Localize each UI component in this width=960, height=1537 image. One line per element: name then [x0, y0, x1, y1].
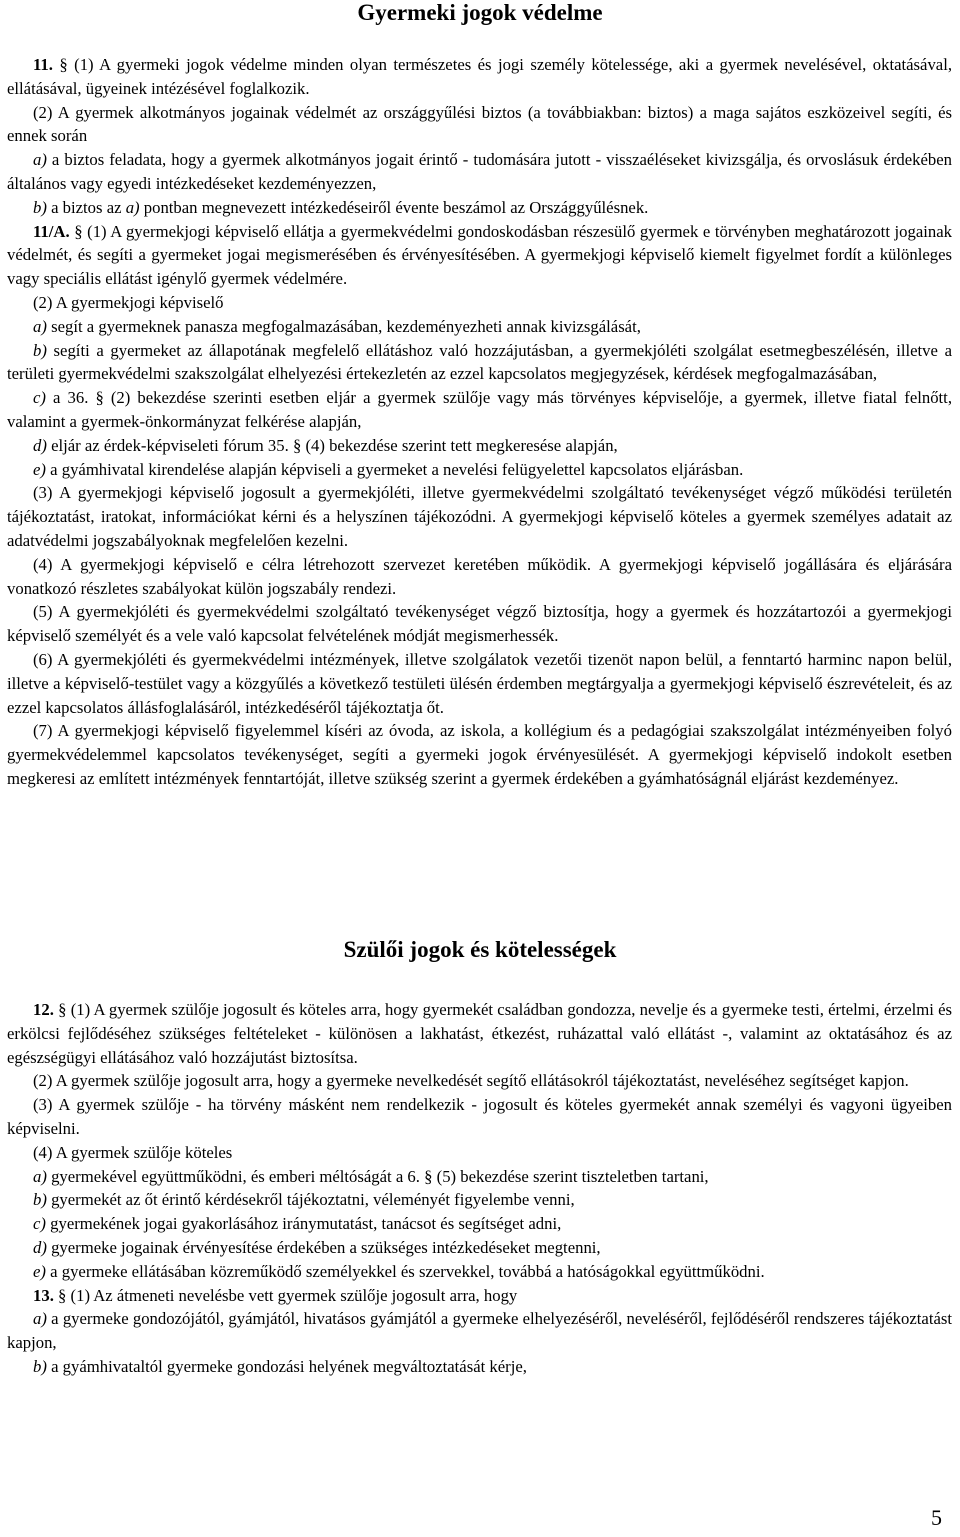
article-11a-paragraph-1: 11/A. § (1) A gyermekjogi képviselő ellátja a gyermekvédelmi gondoskodásban részesülő gyermek e törvényben meghatározott jogainak védelmét, és segíti a gyermeket jogai megismerésében és érvényesítésében. A gyermekjogi képviselő kiemelt figyelmet fordít a különleges vagy speciális ellátást igénylő gyermek védelmére. — [7, 221, 952, 289]
article-12-point-b: b) gyermekét az őt érintő kérdésekről tájékoztatni, véleményét figyelembe venni, — [33, 1190, 575, 1210]
article-12-point-a: a) gyermekével együttműködni, és emberi méltóságát a 6. § (5) bekezdése szerint tiszteletben tartani, — [33, 1166, 709, 1186]
article-11a-paragraph-5: (5) A gyermekjóléti és gyermekvédelmi szolgáltató tevékenységet végző biztosítja, hogy a gyermek és hozzátartozói a gyermekjogi képviselő személyét és a vele való kapcsolat felvételének módját megismerhessék. — [7, 602, 952, 646]
article-11a-point-d: d) eljár az érdek-képviseleti fórum 35. § (4) bekezdése szerint tett megkeresése alapján, — [33, 435, 618, 455]
article-11a-paragraph-7: (7) A gyermekjogi képviselő figyelemmel kíséri az óvoda, az iskola, a kollégium és a pedagógiai szakszolgálat intézményeiben folyó gyermekvédelemmel kapcsolatos tevékenységet, segíti a gyermeki jogok érvényesülését. A gyermekjogi képviselő indokolt esetben megkeresi az említett intézmények fenntartóját, illetve szükség szerint a gyermek érdekében a gyámhatóságnál eljárást kezdeményez. — [7, 721, 952, 788]
article-11-paragraph-2: (2) A gyermek alkotmányos jogainak védelmét az országgyűlési biztos (a továbbiakban: biztos) a maga sajátos eszközeivel segíti, és ennek során — [7, 102, 952, 146]
article-11a-paragraph-4: (4) A gyermekjogi képviselő e célra létrehozott szervezet keretében működik. A gyermekjogi képviselő jogállására és eljárására vonatkozó részletes szabályokat külön jogszabály rendezi. — [7, 554, 952, 598]
article-13-point-b: b) a gyámhivataltól gyermeke gondozási helyének megváltoztatását kérje, — [33, 1356, 527, 1376]
article-12-paragraph-3: (3) A gyermek szülője - ha törvény másként nem rendelkezik - jogosult és köteles gyermekét annak személyi és vagyoni ügyeiben képviselni. — [7, 1095, 952, 1138]
article-12-point-e: e) a gyermeke ellátásában közreműködő személyekkel és szervekkel, továbbá a hatóságokkal együttműködni. — [33, 1261, 765, 1281]
article-11a-point-a: a) segít a gyermeknek panasza megfogalmazásában, kezdeményezheti annak kivizsgálását, — [33, 316, 641, 336]
article-11a-paragraph-3: (3) A gyermekjogi képviselő jogosult a gyermekjóléti, illetve gyermekvédelmi szolgáltató tevékenységet végző működési területén tájékoztatást, iratokat, információkat kérni és a helyszínen tájékozódni. A gyermekjogi képviselő köteles a gyermek személyes adatait az adatvédelmi jogszabályoknak megfelelően kezelni. — [7, 483, 952, 550]
article-11a-point-c: c) a 36. § (2) bekezdése szerinti esetben eljár a gyermek szülője vagy más törvényes képviselője, a gyermek, illetve fiatal felnőtt, valamint a gyermek-önkormányzat felkérése alapján, — [7, 388, 952, 431]
article-12-paragraph-1: 12. § (1) A gyermek szülője jogosult és köteles arra, hogy gyermekét családban gondozza, nevelje és a gyermeke testi, értelmi, érzelmi és erkölcsi fejlődéséhez szükséges feltételeket - különösen a lakhatást, étkezést, ruházattal való ellátást -, valamint az oktatásához és az egészségügyi ellátásához való hozzájutást biztosítsa. — [7, 1000, 953, 1067]
article-11 — [7, 53, 952, 791]
page-number: 5 — [931, 1505, 942, 1530]
article-11a-paragraph-6: (6) A gyermekjóléti és gyermekvédelmi intézmények, illetve szolgálatok vezetői tizenöt napon belül, a fenntartó harminc napon belül, illetve a képviselő-testület vagy a közgyűlés a következő testületi ülésén érdemben megtárgyalja a gyermekjogi képviselő észrevételeit, és az ezzel kapcsolatos állásfoglalásáról, intézkedéséről tájékoztatja őt. — [7, 649, 952, 717]
article-12-paragraph-4: (4) A gyermek szülője köteles — [33, 1142, 233, 1162]
article-12-paragraph-2: (2) A gyermek szülője jogosult arra, hogy a gyermeke nevelkedését segítő ellátásokról tájékoztatást, neveléséhez segítséget kapjon. — [33, 1071, 909, 1091]
article-12 — [7, 998, 952, 1379]
article-13-paragraph-1: 13. § (1) Az átmeneti nevelésbe vett gyermek szülője jogosult arra, hogy — [33, 1285, 518, 1305]
article-11-point-a: a) a biztos feladata, hogy a gyermek alkotmányos jogait érintő - tudomására jutott - visszaéléseket kivizsgálja, és orvoslásuk érdekében általános vagy egyedi intézkedéseket kezdeményezzen, — [7, 150, 952, 193]
section-heading-parental-rights: Szülői jogok és kötelességek — [343, 937, 617, 962]
article-11a-paragraph-2: (2) A gyermekjogi képviselő — [33, 292, 224, 312]
article-12-point-c: c) gyermekének jogai gyakorlásához iránymutatást, tanácsot és segítséget adni, — [33, 1214, 562, 1234]
article-13-point-a: a) a gyermeke gondozójától, gyámjától, hivatásos gyámjától a gyermeke elhelyezéséről, neveléséről, fejlődéséről rendszeres tájékoztatást kapjon, — [7, 1309, 952, 1353]
article-12-point-d: d) gyermeke jogainak érvényesítése érdekében a szükséges intézkedéseket megtenni, — [33, 1237, 601, 1257]
section-heading-child-rights: Gyermeki jogok védelme — [357, 0, 603, 25]
article-11-point-b: b) a biztos az a) pontban megnevezett intézkedéseiről évente beszámol az Országgyűlésnek. — [33, 197, 649, 217]
article-11a-point-b: b) segíti a gyermeket az állapotának megfelelő ellátáshoz való hozzájutásban, a gyermekjóléti szolgálat esetmegbeszélésén, illetve a területi gyermekvédelmi szakszolgálat elhelyezési értekezletén az ezzel kapcsolatos megjegyzések, kérdések megfogalmazásában, — [7, 340, 952, 384]
article-11a-point-e: e) a gyámhivatal kirendelése alapján képviseli a gyermeket a nevelési felügyelettel kapcsolatos eljárásban. — [33, 459, 744, 479]
article-11-paragraph-1: 11. § (1) A gyermeki jogok védelme minden olyan természetes és jogi személy kötelessége, aki a gyermek nevelésével, oktatásával, ellátásával, ügyeinek intézésével foglalkozik. — [7, 55, 953, 98]
